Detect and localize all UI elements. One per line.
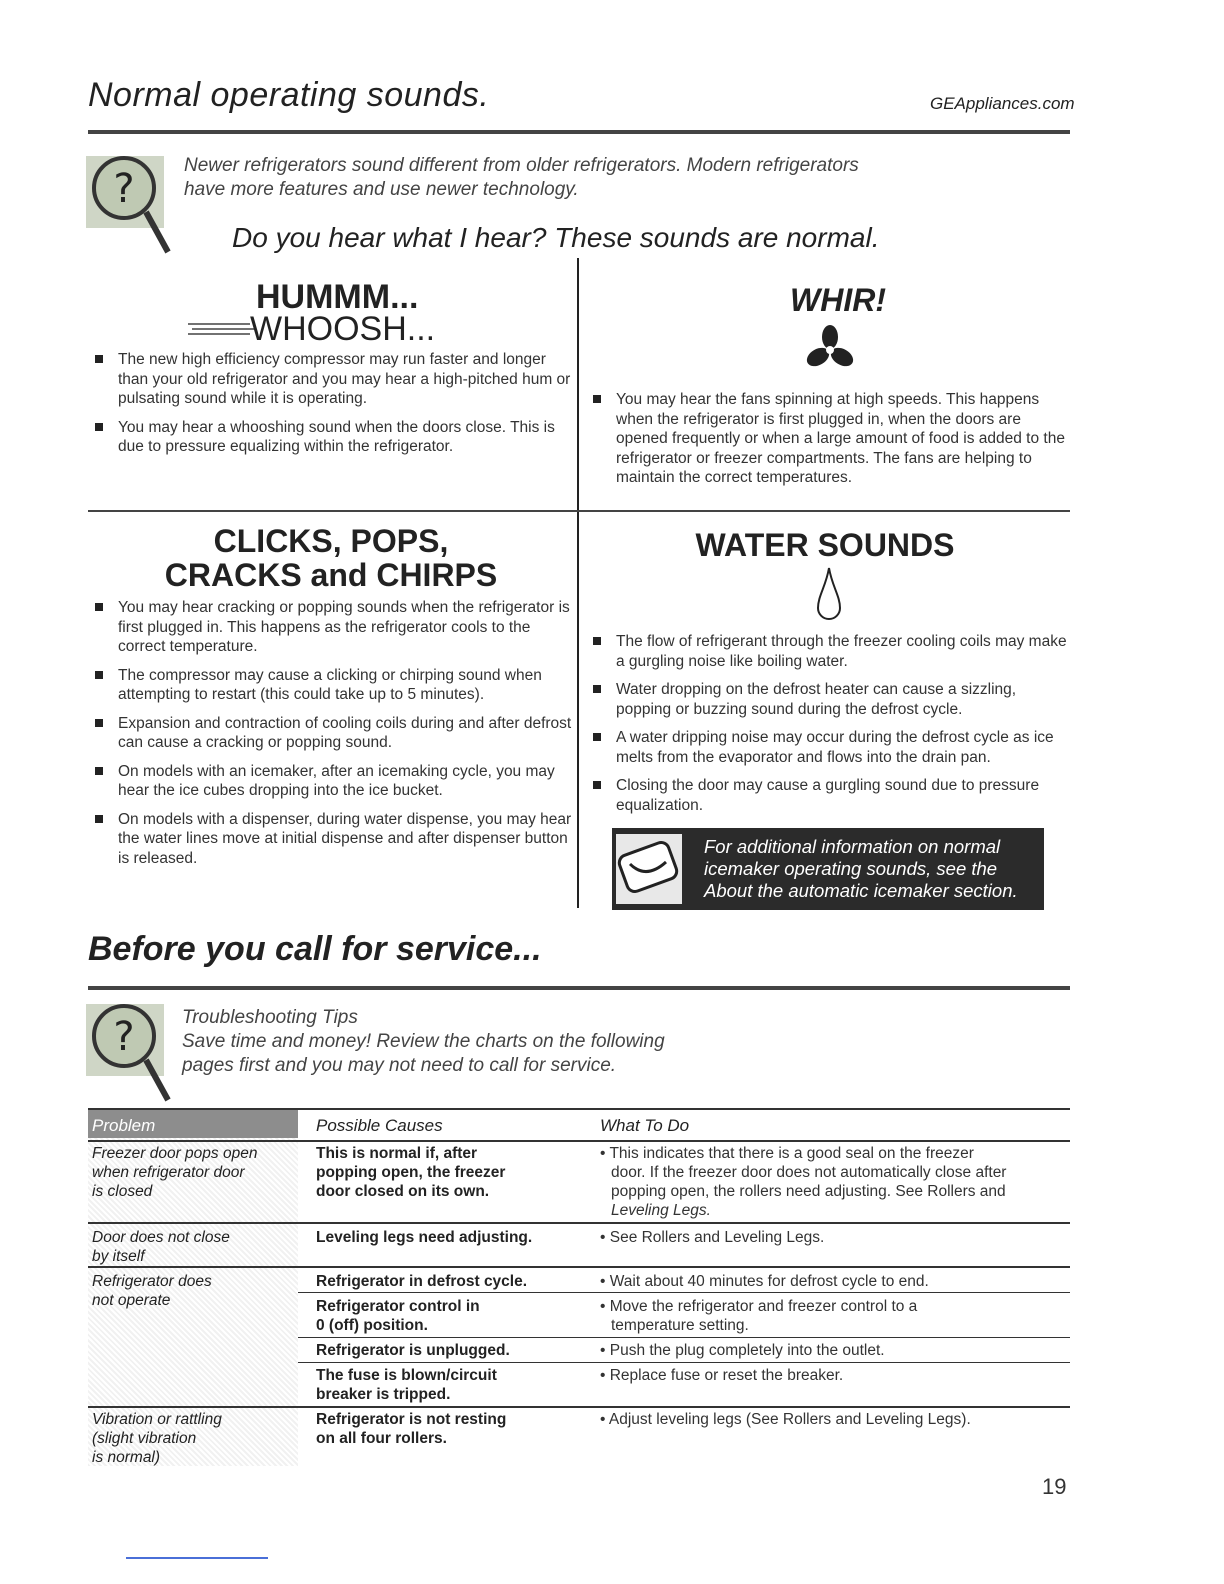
question-magnifier-icon (86, 996, 164, 1076)
question-magnifier-icon (86, 148, 164, 228)
tips-text: Troubleshooting Tips Save time and money! Review the charts on the following pages first and you may not need to call for service. (182, 1007, 665, 1076)
bullet: The new high efficiency compressor may run faster and longer than your old refrigerator and you may hear a high-pitched hum or pulsating sound while it is operating. (92, 350, 572, 409)
clicks-title: CLICKS, POPS, CRACKS and CHIRPS (164, 523, 498, 593)
table-row-cause: Refrigerator in defrost cycle. (316, 1273, 528, 1290)
table-row-cause: Refrigerator control in 0 (off) position. (316, 1298, 480, 1334)
table-row-todo: • See Rollers and Leveling Legs. (600, 1229, 825, 1246)
bottom-blue-line (126, 1557, 268, 1559)
icemaker-tip-box: For additional information on normal icemaker operating sounds, see the About the automatic icemaker section. (612, 828, 1044, 910)
table-row-cause: Refrigerator is unplugged. (316, 1342, 510, 1359)
whoosh-lines-icon (188, 318, 258, 343)
section-rule (88, 510, 1070, 512)
sounds-subheading: Do you hear what I hear? These sounds are normal. (232, 222, 880, 253)
bullet: Expansion and contraction of cooling coils during and after defrost can cause a cracking or popping sound. (92, 714, 572, 753)
bullet: The compressor may cause a clicking or chirping sound when attempting to restart (this could take up to 5 minutes). (92, 666, 572, 705)
header-causes: Possible Causes (316, 1116, 443, 1135)
table-row-todo: • Adjust leveling legs (See Rollers and Leveling Legs). (600, 1411, 971, 1428)
table-row-cause: Leveling legs need adjusting. (316, 1229, 533, 1246)
table-row-todo: • Wait about 40 minutes for defrost cycle to end. (600, 1273, 929, 1290)
table-row-todo: • Replace fuse or reset the breaker. (600, 1367, 844, 1384)
service-rule (88, 986, 1070, 990)
service-title: Before you call for service... (88, 930, 542, 968)
bullet: Closing the door may cause a gurgling sound due to pressure equalization. (590, 776, 1068, 815)
intro-text: Newer refrigerators sound different from older refrigerators. Modern refrigerators have more features and use newer technology. (184, 155, 859, 200)
whir-title: WHIR! (790, 282, 886, 318)
bullet: You may hear the fans spinning at high speeds. This happens when the refrigerator is first plugged in, when the doors are opened frequently or when a large amount of food is added to the refrigerator or freezer compartments. The fans are helping to maintain the correct temperatures. (590, 390, 1068, 488)
table-row-cause: This is normal if, after popping open, the freezer door closed on its own. (316, 1145, 506, 1200)
fan-icon (800, 320, 860, 385)
bullet: On models with a dispenser, during water dispense, you may hear the water lines move at initial dispense and after dispenser button is released. (92, 810, 572, 869)
clicks-bullets (92, 598, 572, 877)
bullet: Water dropping on the defrost heater can cause a sizzling, popping or buzzing sound during the defrost cycle. (590, 680, 1068, 719)
page-number: 19 (1042, 1474, 1067, 1499)
troubleshooting-table (88, 1108, 1070, 1468)
table-row-cause: The fuse is blown/circuit breaker is tripped. (316, 1367, 497, 1403)
bullet: A water dripping noise may occur during the defrost cycle as ice melts from the evaporator and flows into the drain pan. (590, 728, 1068, 767)
hum-bullets (92, 350, 572, 466)
site-url: GEAppliances.com (930, 94, 1075, 113)
table-row-problem: Door does not close by itself (92, 1229, 230, 1265)
table-row-cause: Refrigerator is not resting on all four rollers. (316, 1411, 507, 1447)
whir-bullets (590, 390, 1068, 497)
bullet: You may hear cracking or popping sounds when the refrigerator is first plugged in. This happens as the refrigerator cools to the correct temperature. (92, 598, 572, 657)
page-title: Normal operating sounds. (88, 76, 490, 114)
whoosh-title: WHOOSH... (250, 310, 436, 348)
table-row-todo: • Move the refrigerator and freezer control to a temperature setting. (600, 1298, 918, 1334)
table-row-todo: • Push the plug completely into the outlet. (600, 1342, 885, 1359)
table-row-todo: • This indicates that there is a good seal on the freezer door. If the freezer door does not automatically close after popping open, the rollers need adjusting. See Rollers and Leveling Legs. (600, 1145, 1007, 1219)
hum-title: HUMMM... (256, 278, 419, 316)
svg-text:?: ? (113, 166, 135, 212)
header-problem: Problem (92, 1116, 156, 1135)
table-row-problem: Freezer door pops open when refrigerator door is closed (92, 1145, 258, 1200)
water-drop-icon (814, 566, 844, 627)
bullet: You may hear a whooshing sound when the doors close. This is due to pressure equalizing within the refrigerator. (92, 418, 572, 457)
water-bullets (590, 632, 1068, 824)
svg-text:?: ? (113, 1014, 135, 1060)
table-row-problem: Refrigerator does not operate (92, 1273, 212, 1309)
title-rule (88, 130, 1070, 134)
column-divider (577, 258, 579, 908)
bullet: The flow of refrigerant through the freezer cooling coils may make a gurgling noise like boiling water. (590, 632, 1068, 671)
table-row-problem: Vibration or rattling (slight vibration is normal) (92, 1411, 222, 1466)
water-title: WATER SOUNDS (695, 527, 955, 563)
bullet: On models with an icemaker, after an icemaking cycle, you may hear the ice cubes dropping into the ice bucket. (92, 762, 572, 801)
header-todo: What To Do (600, 1116, 690, 1135)
icemaker-icon (616, 834, 682, 909)
